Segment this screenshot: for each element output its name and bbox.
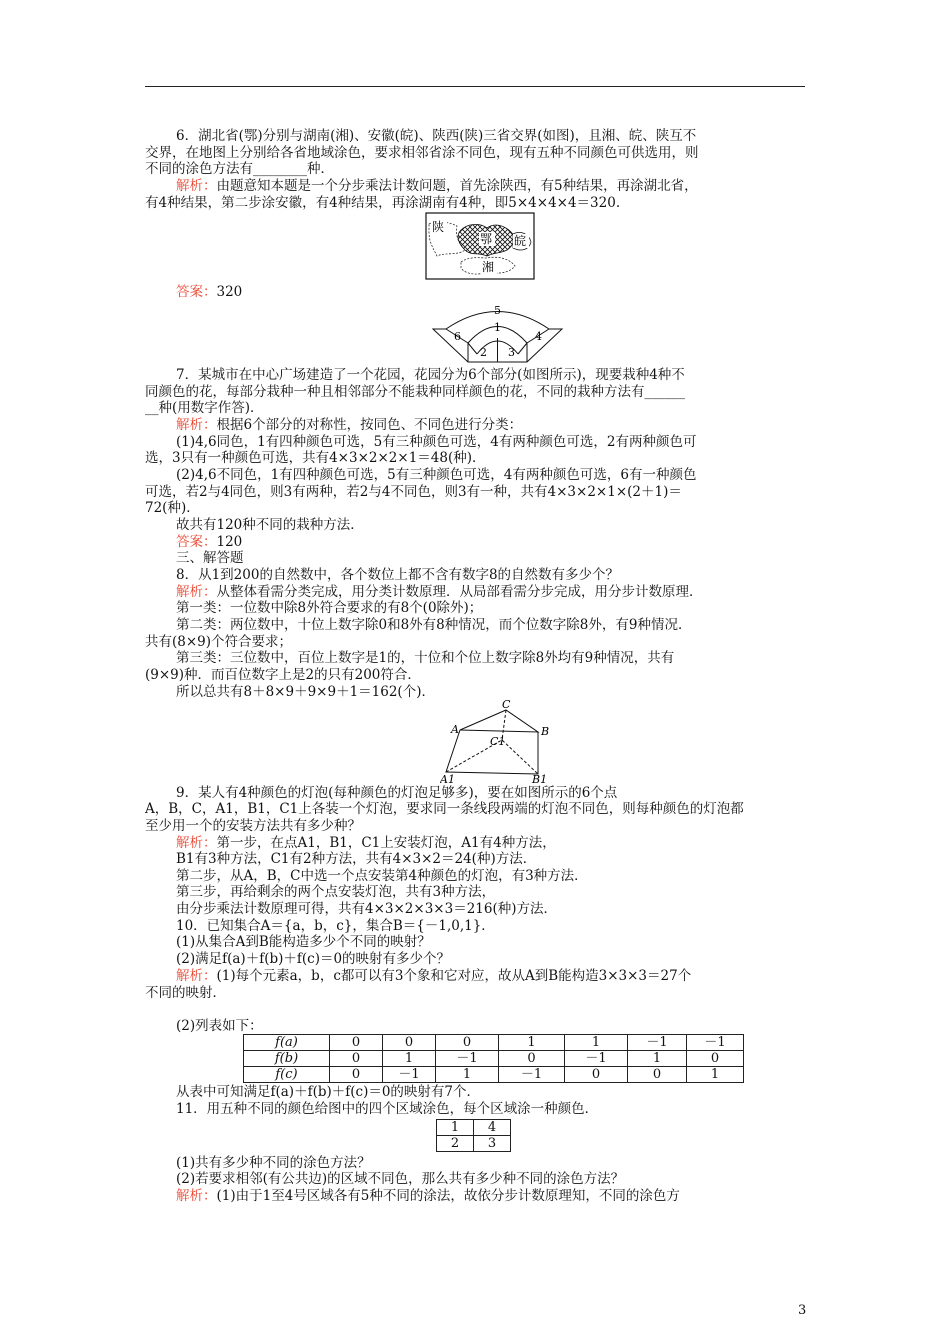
table-cell: 1	[437, 1120, 474, 1136]
table-cell: 1	[383, 1051, 436, 1067]
q8-stem: 8．从1到200的自然数中，各个数位上都不含有数字8的自然数有多少个？	[176, 567, 620, 583]
table-cell: －1	[436, 1051, 499, 1067]
q9-stem-2: A，B，C，A1，B1，C1上各装一个灯泡，要求同一条线段两端的灯泡不同色，则每种颜色的灯泡都	[145, 801, 744, 817]
section-title: 三、解答题	[176, 550, 244, 566]
table-cell: 1	[687, 1067, 744, 1083]
table-cell: 1	[499, 1035, 565, 1051]
table-cell: 0	[436, 1035, 499, 1051]
q10-stem-3: (2)满足f(a)＋f(b)＋f(c)＝0的映射有多少个？	[176, 951, 451, 967]
q6-stem-3: 不同的涂色方法有________种．	[145, 161, 334, 177]
point-label-a1: A1	[440, 773, 455, 784]
table-cell: 3	[474, 1136, 511, 1152]
table-row	[244, 1067, 744, 1083]
q9-solution-4: 第三步，再给剩余的两个点安装灯泡，共有3种方法，	[176, 884, 496, 900]
province-map-figure	[425, 212, 535, 280]
q7-stem-2: 同颜色的花，每部分栽种一种且相邻部分不能栽种同样颜色的花，不同的栽种方法有______	[145, 384, 685, 400]
q8-solution-5: 第三类：三位数中，百位上数字是1的，十位和个位上数字除8外均有9种情况，共有	[176, 650, 675, 666]
table-cell: 4	[474, 1120, 511, 1136]
q9-solution-3: 第二步，从A，B，C中选一个点安装第4种颜色的灯泡，有3种方法．	[176, 868, 588, 884]
q9-stem-1: 9．某人有4种颜色的灯泡(每种颜色的灯泡足够多)，要在如图所示的6个点	[176, 785, 618, 801]
q7-stem-1: 7．某城市在中心广场建造了一个花园，花园分为6个部分(如图所示)，现要栽种4种不	[176, 367, 685, 383]
top-triangle	[460, 710, 538, 732]
table-cell: －1	[565, 1051, 628, 1067]
q7-solution-2: (1)4,6同色，1有四种颜色可选，5有三种颜色可选，4有两种颜色可选，2有两种颜色可	[176, 434, 697, 450]
map-label-shaan: 陕	[432, 220, 445, 234]
q8-solution-6: (9×9)种．而百位数字上是2的只有200符合．	[145, 667, 421, 683]
header-rule	[145, 86, 805, 87]
q7-solution-6: 72(种)．	[145, 500, 200, 516]
map-label-wan: 皖	[514, 234, 527, 248]
table-cell: 1	[628, 1051, 687, 1067]
point-label-b: B	[541, 725, 550, 738]
q7-solution-1: 解析：根据6个部分的对称性，按同色、不同色进行分类：	[176, 417, 523, 433]
region-label-6: 6	[454, 330, 461, 343]
q8-solution-1: 解析：从整体看需分类完成，用分类计数原理．从局部看需分步完成，用分步计数原理．	[176, 584, 703, 600]
q11-part-2: (2)若要求相邻(有公共边)的区域不同色，那么共有多少种不同的涂色方法？	[176, 1171, 625, 1187]
table-cell: －1	[628, 1035, 687, 1051]
table-cell: 0	[687, 1051, 744, 1067]
solution-label: 解析：	[176, 417, 217, 433]
q9-stem-3: 至少用一个的安装方法共有多少种？	[145, 818, 361, 834]
region-label-3: 3	[508, 346, 515, 359]
table-cell: －1	[499, 1067, 565, 1083]
q11-solution-1: 解析：(1)由于1至4号区域各有5种不同的涂法，故依分步计数原理知，不同的涂色方	[176, 1188, 680, 1204]
q10-stem-1: 10．已知集合A＝{a，b，c}，集合B＝{－1,0,1}．	[176, 918, 495, 934]
region-label-4: 4	[535, 330, 542, 343]
table-cell: 0	[330, 1067, 383, 1083]
solution-label: 解析：	[176, 178, 217, 194]
table-row	[437, 1136, 511, 1152]
table-cell: f(c)	[244, 1067, 330, 1083]
frustum-figure	[440, 698, 560, 784]
q6-answer: 答案：320	[176, 284, 243, 300]
q7-answer: 答案：120	[176, 534, 243, 550]
table-row	[437, 1120, 511, 1136]
mapping-table	[243, 1034, 744, 1083]
map-label-e: 鄂	[480, 232, 493, 246]
q11-stem: 11．用五种不同的颜色给图中的四个区域涂色，每个区域涂一种颜色．	[176, 1101, 599, 1117]
point-label-c: C	[502, 698, 511, 711]
table-cell: 2	[437, 1136, 474, 1152]
region-label-1: 1	[494, 321, 501, 334]
region-label-2: 2	[480, 346, 487, 359]
q6-stem-2: 交界，在地图上分别给各省地域涂色，要求相邻省涂不同色，现有五种不同颜色可供选用，则	[145, 145, 699, 161]
q8-solution-3: 第二类：两位数中，十位上数字除0和8外有8种情况，而个位数字除8外，有9种情况．	[176, 617, 692, 633]
table-cell: 1	[436, 1067, 499, 1083]
q8-solution-2: 第一类：一位数中除8外符合要求的有8个(0除外)；	[176, 600, 483, 616]
q10-solution-1: 解析：(1)每个元素a，b，c都可以有3个象和它对应，故从A到B能构造3×3×3＝27个	[176, 968, 692, 984]
point-label-b1: B1	[532, 773, 548, 784]
q9-solution-1: 解析：第一步，在点A1，B1，C1上安装灯泡，A1有4种方法，	[176, 835, 556, 851]
region-label-5: 5	[494, 304, 501, 317]
q10-solution-3: (2)列表如下：	[176, 1018, 263, 1034]
q6-solution-1: 解析：由题意知本题是一个分步乘法计数问题，首先涂陕西，有5种结果，再涂湖北省，	[176, 178, 698, 194]
q11-part-1: (1)共有多少种不同的涂色方法？	[176, 1155, 371, 1171]
q6-stem-1: 6．湖北省(鄂)分别与湖南(湘)、安徽(皖)、陕西(陕)三省交界(如图)，且湘、皖、陕互不	[176, 128, 697, 144]
q8-solution-4: 共有(8×9)个符合要求；	[145, 634, 293, 650]
answer-label: 答案：	[176, 534, 217, 550]
table-cell: f(b)	[244, 1051, 330, 1067]
q7-stem-3: __种(用数字作答)．	[145, 400, 264, 416]
table-cell: －1	[687, 1035, 744, 1051]
q8-solution-7: 所以总共有8＋8×9＋9×9＋1＝162(个)．	[176, 684, 435, 700]
q10-conclusion: 从表中可知满足f(a)＋f(b)＋f(c)＝0的映射有7个．	[176, 1084, 481, 1100]
table-cell: 0	[565, 1067, 628, 1083]
table-cell: 0	[628, 1067, 687, 1083]
q10-stem-2: (1)从集合A到B能构造多少个不同的映射？	[176, 934, 431, 950]
solution-label: 解析：	[176, 835, 217, 851]
q7-solution-4: (2)4,6不同色，1有四种颜色可选，5有三种颜色可选，4有两种颜色可选，6有一种颜色	[176, 467, 697, 483]
table-cell: f(a)	[244, 1035, 330, 1051]
answer-label: 答案：	[176, 284, 217, 300]
q10-solution-2: 不同的映射．	[145, 985, 226, 1001]
region-grid	[436, 1119, 511, 1152]
solution-label: 解析：	[176, 968, 217, 984]
q9-solution-2: B1有3种方法，C1有2种方法，共有4×3×2＝24(种)方法．	[176, 851, 537, 867]
q7-solution-3: 选，3只有一种颜色可选，共有4×3×2×2×1＝48(种)．	[145, 450, 486, 466]
q9-solution-5: 由分步乘法计数原理可得，共有4×3×2×3×3＝216(种)方法．	[176, 901, 557, 917]
table-row	[244, 1035, 744, 1051]
table-cell: 0	[330, 1051, 383, 1067]
table-row	[244, 1051, 744, 1067]
q7-solution-7: 故共有120种不同的栽种方法．	[176, 517, 364, 533]
point-label-c1: C1	[490, 735, 506, 748]
q7-solution-5: 可选，若2与4同色，则3有两种，若2与4不同色，则3有一种，共有4×3×2×1×(2＋1)＝	[145, 484, 682, 500]
garden-figure	[430, 298, 565, 364]
q6-solution-2: 有4种结果，第二步涂安徽，有4种结果，再涂湖南有4种，即5×4×4×4＝320.	[145, 195, 621, 211]
solution-label: 解析：	[176, 584, 217, 600]
solution-label: 解析：	[176, 1188, 217, 1204]
table-cell: 0	[383, 1035, 436, 1051]
table-cell: 0	[330, 1035, 383, 1051]
table-cell: －1	[383, 1067, 436, 1083]
point-label-a: A	[451, 723, 459, 736]
page-number: 3	[798, 1303, 807, 1318]
table-cell: 1	[565, 1035, 628, 1051]
map-label-xiang: 湘	[482, 260, 495, 274]
table-cell: 0	[499, 1051, 565, 1067]
